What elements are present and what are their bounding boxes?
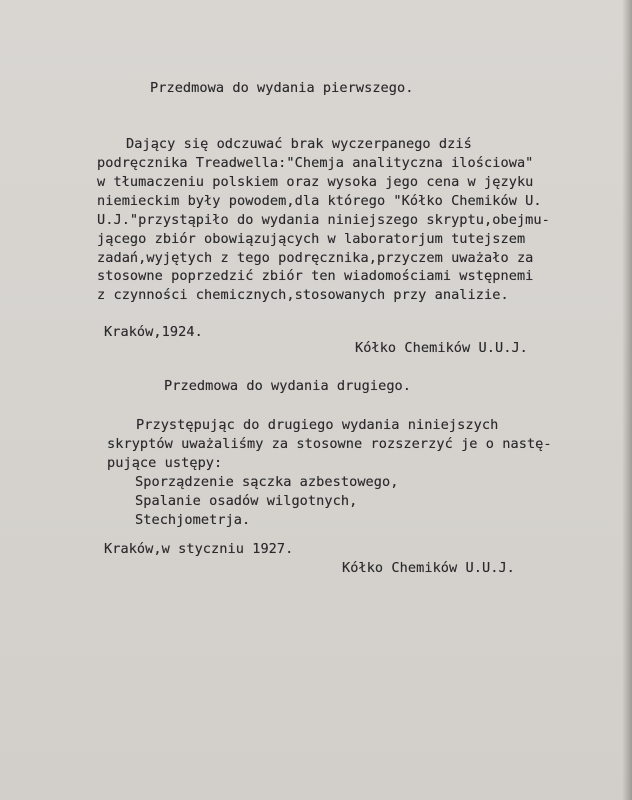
first-preface-line-3: w tłumaczeniu polskiem oraz wysoka jego cena w języku [97, 174, 534, 190]
second-preface-place-date: Kraków,w styczniu 1927. [104, 541, 294, 557]
first-preface-line-8: stosowne poprzedzić zbiór ten wiadomościami wstępnemi [97, 268, 534, 284]
first-preface-line-6: jącego zbiór obowiązujących w laboratorjum tutejszem [97, 231, 526, 247]
second-preface-line-1: Przystępując do drugiego wydania niniejszych [136, 417, 499, 433]
page-edge-shadow [622, 0, 632, 800]
first-preface-line-7: zadań,wyjętych z tego podręcznika,przyczem uważało za [97, 250, 534, 266]
second-preface-item-3: Stechjometrja. [135, 512, 251, 528]
second-preface-line-3: pujące ustępy: [107, 455, 223, 471]
first-preface-line-9: z czynności chemicznych,stosowanych przy analizie. [97, 287, 509, 303]
first-preface-signature: Kółko Chemików U.U.J. [355, 340, 528, 356]
first-preface-heading: Przedmowa do wydania pierwszego. [150, 80, 414, 96]
first-preface-line-1: Dający się odczuwać brak wyczerpanego dziś [126, 136, 472, 152]
first-preface-line-2: podręcznika Treadwella:"Chemja analityczna ilościowa" [97, 155, 534, 171]
second-preface-signature: Kółko Chemików U.U.J. [342, 560, 515, 576]
second-preface-item-1: Sporządzenie sączka azbestowego, [135, 474, 399, 490]
first-preface-place-date: Kraków,1924. [104, 324, 203, 340]
first-preface-line-4: niemieckim były powodem,dla którego "Kółko Chemików U. [97, 193, 542, 209]
second-preface-line-2: skryptów uważaliśmy za stosowne rozszerzyć je o nastę- [107, 436, 552, 452]
second-preface-heading: Przedmowa do wydania drugiego. [164, 378, 412, 394]
second-preface-item-2: Spalanie osadów wilgotnych, [135, 493, 358, 509]
first-preface-line-5: U.J."przystąpiło do wydania niniejszego skryptu,obejmu- [97, 212, 550, 228]
